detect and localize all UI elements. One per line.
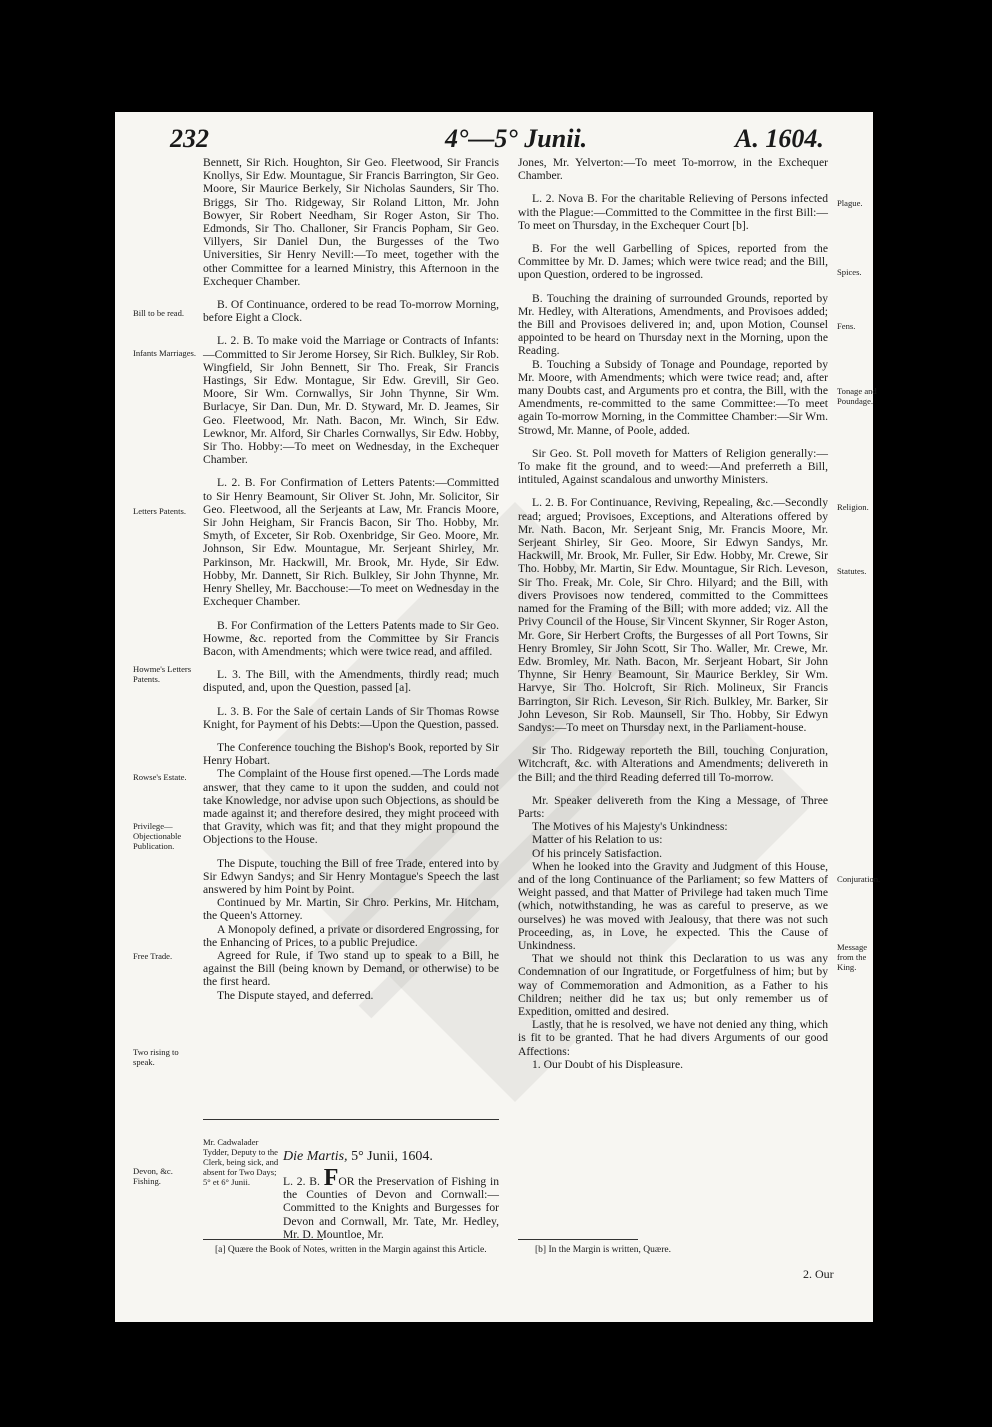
paragraph: A Monopoly defined, a private or disordered Engrossing, for the Enhancing of Prices, to a public Prejudice. [203, 922, 499, 949]
paragraph: B. For the well Garbelling of Spices, reported from the Committee by Mr. D. James; which were twice read; and the Bill, upon Question, ordered to be ingrossed. [518, 242, 828, 282]
margin-note: Devon, &c. Fishing. [133, 1166, 173, 1186]
deputy-note: Mr. Cadwalader Tydder, Deputy to the Clerk, being sick, and absent for Two Days; 5° et 6° Junii. [203, 1137, 279, 1187]
paragraph: B. Touching a Subsidy of Tonage and Poundage, reported by Mr. Moore, with Amendments; which were twice read; and, after many Doubts cast, and Arguments pro et contra, the Bill, with the Amendments, re-committed to the same Committee:—To meet again To-morrow Morning, in the Committee Chamber:—Sir Wm. Strowd, Mr. Manne, of Poole, added. [518, 357, 828, 437]
right-column [518, 156, 828, 1081]
paragraph: L. 3. The Bill, with the Amendments, thirdly read; much disputed, and, upon the Question, passed [a]. [203, 668, 499, 695]
margin-note: Spices. [837, 267, 862, 277]
paragraph: Bennett, Sir Rich. Houghton, Sir Geo. Fleetwood, Sir Francis Knollys, Sir Edw. Mountague, Sir Francis Barrington, Sir Geo. Moore, Sir Maurice Berkely, Sir Nicholas Saunders, Sir Tho. Briggs, Sir Tho. Ridgeway, Sir Roland Litton, Mr. John Bowyer, Sir Robert Needham, Sir Roger Aston, Sir Tho. Edmonds, Sir Tho. Challoner, Sir Francis Popham, Sir Geo. Villyers, Sir Daniel Dun, the Burgesses of the Two Universities, Sir Henry Nevill:—To meet, together with the other Committee for a learned Ministry, this Afternoon in the Exchequer Chamber. [203, 156, 499, 288]
margin-note: Howme's Letters Patents. [133, 664, 192, 684]
document-page [115, 112, 881, 1322]
paragraph: Matter of his Relation to us: [532, 833, 663, 847]
bill-body: OR the Preservation of Fishing in the Counties of Devon and Cornwall:—Committed to the Knights and Burgesses for Devon and Cornwall, Mr. Tate, Mr. Hedley, Mr. D. Mountloe, Mr. [283, 1175, 499, 1241]
paragraph: L. 2. B. For Confirmation of Letters Patents:—Committed to Sir Henry Beamount, Sir Oliver St. John, Mr. Solicitor, Sir Geo. Fleetwood, all the Serjeants at Law, Mr. Francis Moore, Sir John Heigham, Sir Francis Bacon, Sir Tho. Hobby, Mr. Smyth, of Exceter, Sir Rob. Oxenbridge, Sir Geo. Moore, Mr. Johnson, Sir Edw. Mountague, Mr. Serjeant Shirley, Mr. Parkinson, Mr. Hackwill, Mr. Brook, Mr. Hyde, Sir Edw. Hobby, Mr. Dannett, Sir Rich. Bulkley, Sir John Thynne, Mr. Henry Shelley, Mr. Bacchouse:—To meet on Wednesday in the Exchequer Chamber. [203, 476, 499, 609]
paragraph: When he looked into the Gravity and Judgment of this House, and of the long Continuance of the Parliament; so few Matters of Weight passed, and that Matter of Privilege had taken much Time (which, notwithstanding, he was as careful to preserve, as we ourselves) he was moved with Jealousy, that there was not such Proceeding, as, in Love, he expected. This the Cause of Unkindness. [518, 859, 828, 952]
bill-prefix: L. 2. B. [283, 1175, 320, 1188]
margin-note: Conjuration. [837, 874, 881, 884]
paragraph: B. For Confirmation of the Letters Patents made to Sir Geo. Howme, &c. reported from the Committee by Sir Francis Bacon, with Amendments; which were twice read, and affiled. [203, 618, 499, 658]
catchword: 2. Our [803, 1267, 834, 1281]
paragraph: Mr. Speaker delivereth from the King a Message, of Three Parts: [518, 793, 828, 820]
paragraph: The Conference touching the Bishop's Book, reported by Sir Henry Hobart. [203, 740, 499, 768]
left-column [203, 156, 499, 1012]
section-rule [203, 1119, 499, 1120]
footnote-rule [518, 1239, 638, 1240]
page-number: 232 [170, 124, 209, 153]
paragraph: The Complaint of the House first opened.—The Lords made answer, that they came to it upon the sudden, and could not take Knowledge, nor advise upon such Objections, as should be made against it; and therefore desired, they might proceed with that Gravity, which was fit; and that they might propound the Objections to the House. [203, 767, 499, 847]
margin-note: Rowse's Estate. [133, 772, 187, 782]
drop-cap: F [323, 1165, 339, 1191]
paragraph: Jones, Mr. Yelverton:—To meet To-morrow, in the Exchequer Chamber. [518, 156, 828, 183]
paragraph: That we should not think this Declaration to us was any Condemnation of our Ingratitude, or Forgetfulness of him; but by way of Commemoration and Admonition, as a Father to his Children; neither did he tax us; but only remember us of Expedition, omitted and desired. [518, 952, 828, 1018]
day-date: 5° Junii, 1604. [351, 1149, 433, 1164]
paragraph: Agreed for Rule, if Two stand up to speak to a Bill, he against the Bill (being known by Demand, or otherwise) to be the first heard. [203, 948, 499, 989]
margin-note: Letters Patents. [133, 506, 186, 516]
footnote-a: [a] Quære the Book of Notes, written in the Margin against this Article. [215, 1245, 487, 1255]
footnote-b: [b] In the Margin is written, Quære. [535, 1245, 671, 1255]
paragraph: Continued by Mr. Martin, Sir Chro. Perkins, Mr. Hitcham, the Queen's Attorney. [203, 896, 499, 923]
margin-note: Bill to be read. [133, 308, 185, 318]
paragraph: L. 3. B. For the Sale of certain Lands of Sir Thomas Rowse Knight, for Payment of his Debts:—Upon the Question, passed. [203, 704, 499, 731]
paragraph: Lastly, that he is resolved, we have not denied any thing, which is fit to be granted. That he had divers Arguments of our good Affections: [518, 1018, 828, 1058]
day-heading [283, 1149, 433, 1165]
margin-note: Privilege—Objectionable Publication. [133, 821, 182, 851]
footnote-rule [203, 1239, 323, 1240]
paragraph: L. 2. B. To make void the Marriage or Contracts of Infants:—Committed to Sir Jerome Horsey, Sir Rich. Bulkley, Sir Rob. Wingfield, Sir John Bennett, Sir Tho. Freak, Sir Francis Hastings, Sir Edw. Montague, Sir Edw. Grevill, Sir Geo. Moore, Sir Wm. Cornwallys, Sir John Thynne, Sir Wm. Burlacye, Sir Dan. Dun, Mr. D. Styward, Mr. D. Jeames, Sir Geo. Fleetwood, Mr. Nath. Bacon, Mr. Winch, Sir Edw. Lewknor, Mr. Alford, Sir Charles Cornwallys, Sir Edw. Hobby, Sir Tho. Hobby:—To meet on Wednesday, in the Exchequer Chamber. [203, 334, 499, 467]
margin-note: Religion. [837, 502, 869, 512]
paragraph: 1. Our Doubt of his Displeasure. [532, 1057, 684, 1071]
margin-note: Free Trade. [133, 951, 173, 961]
paragraph: The Motives of his Majesty's Unkindness: [532, 820, 728, 834]
paragraph: Sir Tho. Ridgeway reporteth the Bill, touching Conjuration, Witchcraft, &c. with Alterations and Amendments; delivereth in the Bill; and the third Reading deferred till To-morrow. [518, 744, 828, 784]
page-header [115, 124, 873, 158]
paragraph: Sir Geo. St. Poll moveth for Matters of Religion generally:—To make fit the ground, and to weed:—And preferreth a Bill, intituled, Against scandalous and unworthy Ministers. [518, 446, 828, 487]
margin-note: Plague. [837, 198, 863, 208]
paragraph: B. Of Continuance, ordered to be read To-morrow Morning, before Eight a Clock. [203, 298, 499, 325]
margin-note: Infants Marriages. [133, 348, 196, 358]
paragraph: L. 2. Nova B. For the charitable Relieving of Persons infected with the Plague:—Committed to the Committee in the first Bill:—To meet on Thursday, in the Exchequer Court [b]. [518, 192, 828, 232]
paragraph: The Dispute stayed, and deferred. [217, 988, 374, 1002]
margin-note: Statutes. [837, 566, 867, 576]
paragraph: L. 2. B. For Continuance, Reviving, Repealing, &c.—Secondly read; argued; Provisoes, Exceptions, and Alterations offered by Mr. Nath. Bacon, Mr. Serjeant Snig, Mr. Francis Moore, Mr. Serjeant Shirley, Sir Geo. Moore, Sir Edwyn Sandys, Mr. Hackwill, Mr. Brook, Mr. Fuller, Sir Edw. Hobby, Mr. Crewe, Sir Tho. Hobby, Mr. Martin, Sir Edw. Mountague, Sir Rich. Leveson, Sir Tho. Freak, Mr. Cole, Sir Chro. Hilyard; and the Bill, with divers Provisoes now tendered, committed to the Committees named for the Framing of the Bill; with more added; viz. All the Privy Council of the House, Sir Vincent Skynner, Sir Roger Aston, Mr. Gore, Sir Herbert Crofts, the Burgesses of all Port Towns, Sir Henry Bromley, Sir John Scott, Sir Tho. Waller, Mr. Crewe, Mr. Edw. Bromley, Mr. Nath. Bacon, Mr. Serjeant Hobart, Sir John Thynne, Sir Henry Beamount, Sir Maurice Berkley, Sir Wm. Harvye, Sir Tho. Holcroft, Sir Rich. Molineux, Sir Francis Barrington, Sir Rich. Leveson, Sir Rich. Bulkley, Mr. Barker, Sir John Leveson, Sir Rob. Maunsell, Sir Tho. Hobby, Sir Edwyn Sandys:—To meet on Thursday next, in the Parliament-house. [518, 496, 828, 734]
paragraph: The Dispute, touching the Bill of free Trade, entered into by Sir Edwyn Sandys; and Sir Henry Montague's Speech the last answered by him Point by Point. [203, 856, 499, 896]
fishing-bill-text [283, 1165, 499, 1241]
date-range: 4°—5° Junii. [445, 124, 588, 153]
day-label: Die Martis, [283, 1149, 348, 1164]
paragraph: B. Touching the draining of surrounded Grounds, reported by Mr. Hedley, with Alterations, Amendments, and Provisoes added; the Bill and Provisoes delivered in; and, upon Motion, Counsel appointed to be heard on Thursday next in the Morning, upon the Reading. [518, 291, 828, 358]
margin-note: Two rising to speak. [133, 1047, 179, 1067]
paragraph: Of his princely Satisfaction. [532, 846, 663, 860]
margin-note: Fens. [837, 321, 856, 331]
margin-note: Tonage and Poundage. [837, 386, 877, 406]
margin-note: Message from the King. [837, 942, 868, 972]
year: A. 1604. [735, 124, 824, 153]
